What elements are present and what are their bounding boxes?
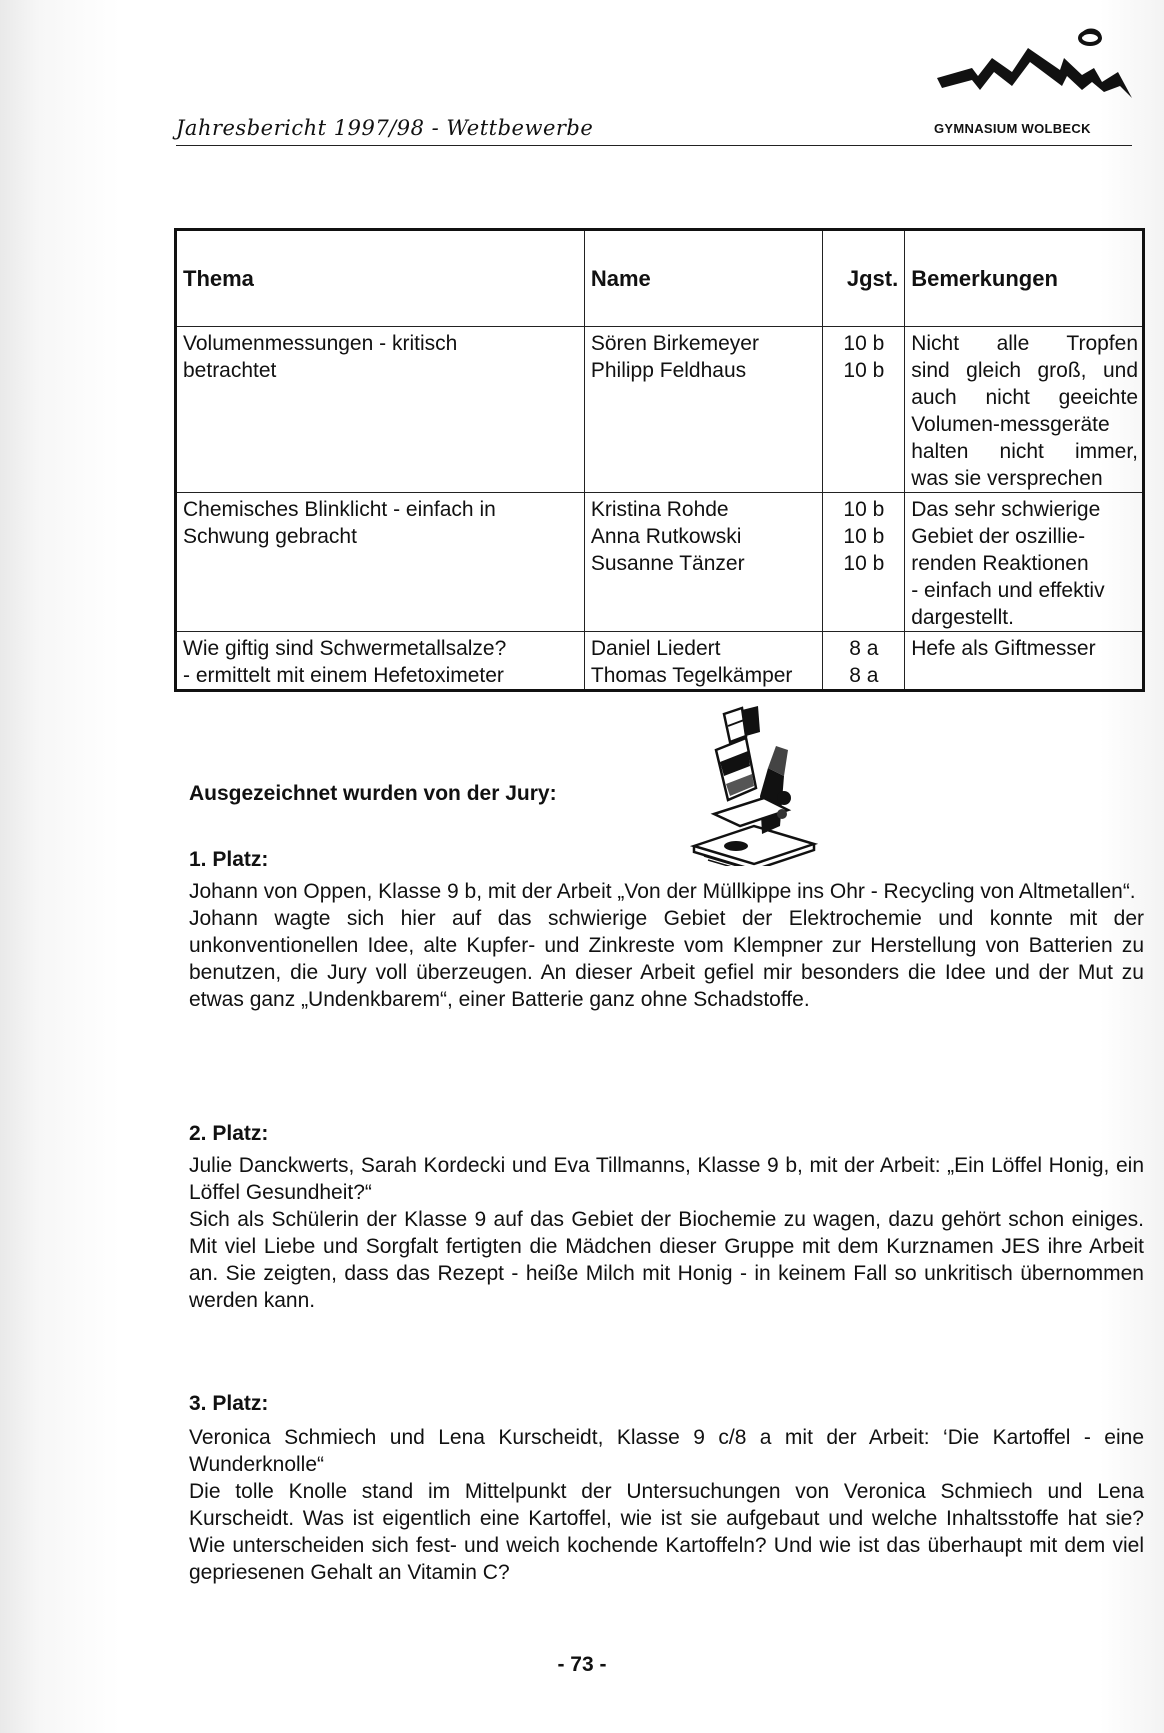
cell-text: renden Reaktionen (911, 552, 1089, 575)
cell-text: 8 a (849, 664, 879, 687)
cell-jgst (823, 327, 905, 493)
cell-text: 10 b (843, 359, 885, 382)
cell-text: Kristina Rohde (590, 498, 729, 521)
cell-text: Wie giftig sind Schwermetallsalze? (183, 637, 507, 660)
place-3-entry: Veronica Schmiech und Lena Kurscheidt, Klasse 9 c/8 a mit der Arbeit: ‘Die Kartoffel - eine Wunderknolle“ (189, 1426, 1144, 1476)
cell-text: Susanne Tänzer (590, 552, 745, 575)
place-3-body (189, 1424, 1144, 1586)
cell-text: Hefe als Giftmesser (911, 637, 1096, 660)
school-name: GYMNASIUM WOLBECK (934, 121, 1091, 136)
cell-text: Gebiet der oszillie- (911, 525, 1086, 548)
cell-text: Chemisches Blinklicht - einfach in (183, 498, 496, 521)
cell-text: Sören Birkemeyer (590, 332, 759, 355)
table-row (176, 632, 1144, 691)
cell-text: 8 a (849, 637, 879, 660)
cell-bemerkungen (905, 632, 1144, 691)
page-number: - 73 - (557, 1653, 607, 1676)
cell-thema (176, 327, 585, 493)
place-1-description: Johann wagte sich hier auf das schwierige Gebiet der Elektrochemie und konnte mit der unkonventionellen Idee, alte Kupfer- und Zinkreste vom Klempner zur Herstellung von Batterien zu benutzen, die Jury voll überzeugen. An dieser Arbeit gefiel mir besonders die Idee und der Mut zu etwas ganz „Undenkbarem“, einer Batterie ganz ohne Schadstoffe. (189, 907, 1144, 1011)
cell-name (584, 493, 823, 632)
place-2-heading: 2. Platz: (189, 1122, 269, 1145)
col-header-name: Name (584, 230, 823, 327)
cell-bemerkungen (905, 493, 1144, 632)
cell-text: was sie versprechen (911, 467, 1103, 490)
competition-table (174, 228, 1145, 692)
cell-text: Volumenmessungen - kritisch (183, 332, 458, 355)
place-3-heading: 3. Platz: (189, 1392, 269, 1415)
cell-text: - ermittelt mit einem Hefetoximeter (183, 664, 504, 687)
cell-thema (176, 632, 585, 691)
table-header-row (176, 230, 1144, 327)
col-header-jgst: Jgst. (823, 230, 905, 327)
cell-text: halten nicht immer, (911, 440, 1138, 463)
cell-name (584, 327, 823, 493)
place-2-entry: Julie Danckwerts, Sarah Kordecki und Eva Tillmanns, Klasse 9 b, mit der Arbeit: „Ein Löffel Honig, ein Löffel Gesundheit?“ (189, 1154, 1144, 1204)
cell-text: auch nicht geeichte (911, 386, 1138, 409)
cell-text: Anna Rutkowski (590, 525, 742, 548)
cell-text: sind gleich groß, und (911, 359, 1138, 382)
cell-jgst (823, 632, 905, 691)
cell-text: - einfach und effektiv (911, 579, 1105, 602)
col-header-thema: Thema (176, 230, 585, 327)
col-header-bemerkungen: Bemerkungen (905, 230, 1144, 327)
cell-text: Nicht alle Tropfen (911, 332, 1138, 355)
cell-text: betrachtet (183, 359, 277, 382)
place-2-description: Sich als Schülerin der Klasse 9 auf das Gebiet der Biochemie zu wagen, dazu gehört schon einiges. Mit viel Liebe und Sorgfalt fertigten die Mädchen dieser Gruppe mit dem Kurznamen JES ihre Arbeit an. Sie zeigten, dass das Rezept - heiße Milch mit Honig - in keinem Fall so unkritisch übernommen werden kann. (189, 1208, 1144, 1312)
header-divider (176, 145, 1132, 146)
report-title: Jahresbericht 1997/98 - Wettbewerbe (176, 116, 594, 140)
cell-text: Thomas Tegelkämper (590, 664, 793, 687)
school-logo-icon (932, 20, 1137, 110)
table-row (176, 327, 1144, 493)
place-1-body (189, 878, 1144, 1013)
place-1-entry: Johann von Oppen, Klasse 9 b, mit der Arbeit „Von der Müllkippe ins Ohr - Recycling von Altmetallen“. (189, 880, 1136, 903)
place-3-description: Die tolle Knolle stand im Mittelpunkt der Untersuchungen von Veronica Schmiech und Lena Kurscheidt. Was ist eigentlich eine Kartoffel, wie ist sie aufgebaut und welche Inhaltsstoffe hat sie? Wie unterscheiden sich fest- und weich kochende Kartoffeln? Und wie ist das überhaupt mit dem viel gepriesenen Gehalt an Vitamin C? (189, 1480, 1144, 1584)
cell-text: Das sehr schwierige (911, 498, 1101, 521)
place-2-body (189, 1152, 1144, 1314)
jury-heading: Ausgezeichnet wurden von der Jury: (189, 782, 557, 805)
cell-text: Philipp Feldhaus (590, 359, 747, 382)
cell-name (584, 632, 823, 691)
cell-thema (176, 493, 585, 632)
cell-text: Schwung gebracht (183, 525, 357, 548)
place-1-heading: 1. Platz: (189, 848, 269, 871)
table-row (176, 493, 1144, 632)
cell-text: 10 b (843, 525, 885, 548)
cell-text: dargestellt. (911, 606, 1014, 629)
cell-text: 10 b (843, 552, 885, 575)
cell-text: 10 b (843, 332, 885, 355)
cell-text: 10 b (843, 498, 885, 521)
cell-text: Volumen-messgeräte (911, 413, 1110, 436)
cell-jgst (823, 493, 905, 632)
cell-bemerkungen (905, 327, 1144, 493)
cell-text: Daniel Liedert (590, 637, 721, 660)
